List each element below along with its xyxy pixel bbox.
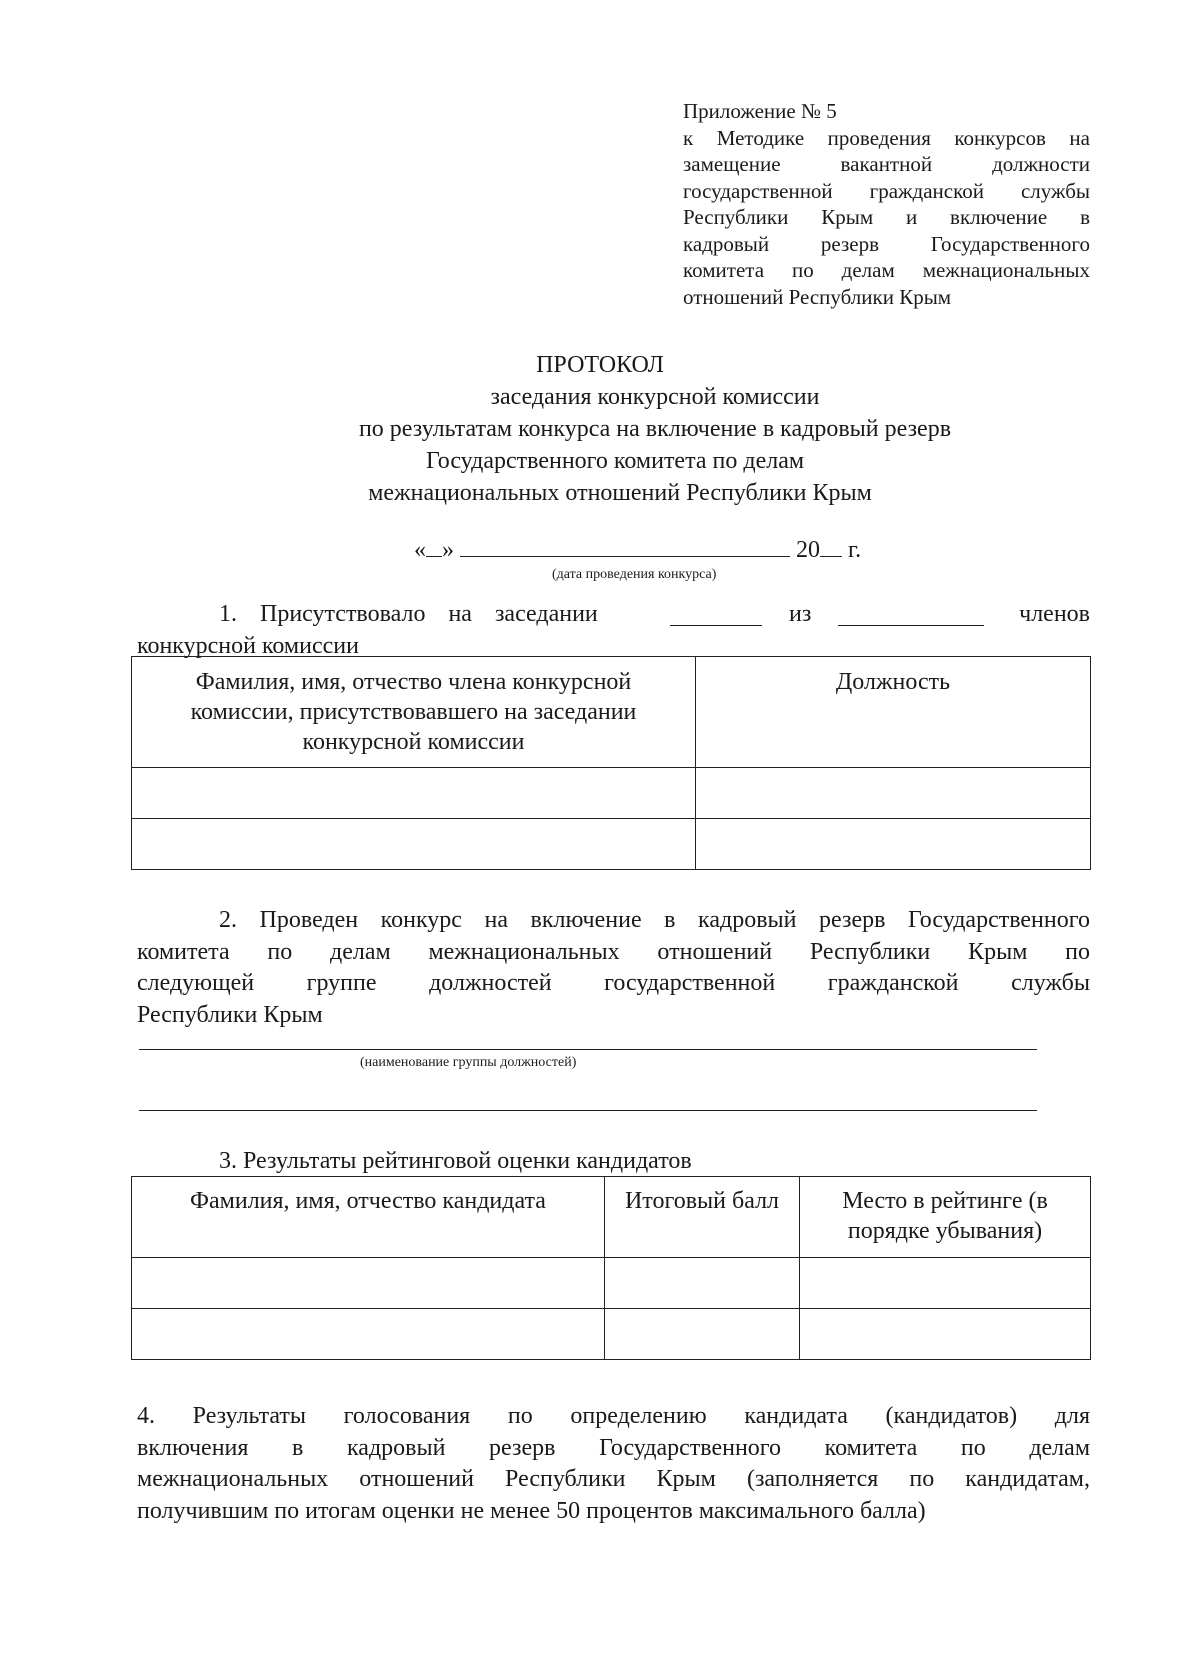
position-group-blank-2 <box>139 1110 1037 1111</box>
section4-line: 4. Результаты голосования по определению кандидата (кандидатов) для <box>137 1403 1090 1429</box>
table-cell <box>605 1309 800 1360</box>
table-cell <box>132 1258 605 1309</box>
section2-line: Республики Крым <box>137 1001 323 1028</box>
position-group-blank <box>139 1049 1037 1050</box>
section4-paragraph <box>137 1401 1090 1527</box>
section1-paragraph <box>137 599 1090 662</box>
position-group-caption: (наименование группы должностей) <box>360 1055 577 1070</box>
header-cell-candidate-name: Фамилия, имя, отчество кандидата <box>132 1177 605 1258</box>
year-suffix: г. <box>848 537 862 563</box>
month-blank <box>460 556 790 557</box>
annex-line: замещение вакантной должности <box>683 152 1090 176</box>
section1-prefix: 1. Присутствовало на заседании <box>219 601 598 627</box>
table-header-row <box>132 657 1091 768</box>
date-line <box>414 537 861 564</box>
table-cell <box>132 768 696 819</box>
annex-line: кадровый резерв Государственного <box>683 231 1090 256</box>
table-row <box>132 1258 1091 1309</box>
header-cell-position: Должность <box>696 657 1091 768</box>
section2-paragraph <box>137 905 1090 1031</box>
subtitle-line: межнациональных отношений Республики Крым <box>368 480 872 506</box>
close-quote: » <box>442 537 454 563</box>
subtitle-line: Государственного комитета по делам <box>425 448 805 474</box>
section2-line: 2. Проведен конкурс на включение в кадровый резерв Государственного <box>219 907 1090 933</box>
table-row <box>132 1309 1091 1360</box>
table-cell <box>800 1258 1091 1309</box>
table-cell <box>696 768 1091 819</box>
section3-title: 3. Результаты рейтинговой оценки кандидатов <box>219 1148 692 1174</box>
section1-line2: конкурсной комиссии <box>137 632 359 659</box>
subtitle-line: по результатам конкурса на включение в кадровый резерв <box>358 416 952 442</box>
annex-line: к Методике проведения конкурсов на <box>683 125 1090 150</box>
date-caption: (дата проведения конкурса) <box>552 567 717 582</box>
section1-suffix: членов <box>1019 601 1090 627</box>
present-count-blank <box>670 625 762 626</box>
annex-line: отношений Республики Крым <box>683 284 952 309</box>
table-cell <box>696 819 1091 870</box>
header-cell-full-name: Фамилия, имя, отчество члена конкурсной комиссии, присутствовавшего на заседании конкурсной комиссии <box>132 657 696 768</box>
section4-line: межнациональных отношений Республики Крым (заполняется по кандидатам, <box>137 1466 1090 1492</box>
section2-line: комитета по делам межнациональных отношений Республики Крым по <box>137 938 1090 965</box>
section4-line: получившим по итогам оценки не менее 50 процентов максимального балла) <box>137 1497 926 1524</box>
document-title: ПРОТОКОЛ <box>536 352 664 378</box>
candidate-rating-table <box>131 1176 1091 1360</box>
section2-line: следующей группе должностей государственной гражданской службы <box>137 970 1090 996</box>
open-quote: « <box>414 537 426 563</box>
table-cell <box>132 819 696 870</box>
commission-members-table <box>131 656 1091 870</box>
table-cell <box>605 1258 800 1309</box>
subtitle-line: заседания конкурсной комиссии <box>490 384 820 410</box>
header-cell-rating-place: Место в рейтинге (в порядке убывания) <box>800 1177 1091 1258</box>
table-header-row <box>132 1177 1091 1258</box>
annex-block <box>683 98 1090 310</box>
year-blank <box>820 556 842 557</box>
table-cell <box>800 1309 1091 1360</box>
table-row <box>132 819 1091 870</box>
annex-line: государственной гражданской службы <box>683 178 1090 203</box>
annex-line: Республики Крым и включение в <box>683 205 1090 229</box>
section1-middle: из <box>789 601 812 627</box>
annex-line: комитета по делам межнациональных <box>683 258 1090 282</box>
year-prefix: 20 <box>796 537 820 563</box>
table-row <box>132 768 1091 819</box>
annex-line: Приложение № 5 <box>683 99 837 123</box>
table-cell <box>132 1309 605 1360</box>
total-count-blank <box>838 625 984 626</box>
section4-line: включения в кадровый резерв Государственного комитета по делам <box>137 1434 1090 1461</box>
header-cell-total-score: Итоговый балл <box>605 1177 800 1258</box>
section1-line1 <box>137 599 1090 631</box>
day-blank <box>426 556 442 557</box>
